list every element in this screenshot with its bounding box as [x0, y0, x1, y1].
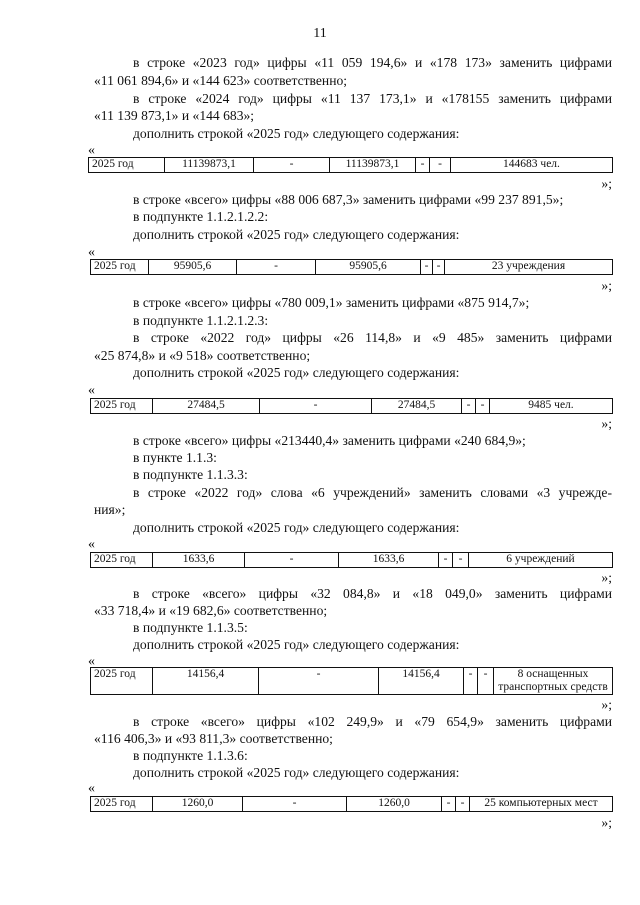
open-quote: «	[88, 383, 95, 398]
paragraph-line: в подпункте 1.1.2.1.2.3:	[133, 313, 269, 328]
paragraph-line: в пункте 1.1.3:	[133, 450, 217, 465]
paragraph-line: дополнить строкой «2025 год» следующего содержания:	[133, 126, 460, 141]
empty-cell: -	[421, 260, 433, 275]
total-cell: 95905,6	[149, 260, 237, 275]
paragraph-line: дополнить строкой «2025 год» следующего содержания:	[133, 227, 460, 242]
open-quote: «	[88, 537, 95, 552]
paragraph-line: в подпункте 1.1.2.1.2.2:	[133, 209, 269, 224]
insert-table-row	[88, 157, 613, 173]
close-quote: »;	[601, 176, 612, 191]
insert-table-row	[90, 259, 613, 275]
total-cell: 1260,0	[153, 797, 243, 812]
insert-table-row	[90, 398, 613, 414]
empty-cell: -	[464, 668, 478, 695]
close-quote: »;	[601, 278, 612, 293]
year-cell: 2025 год	[91, 260, 149, 275]
amount-cell: 11139873,1	[330, 158, 416, 173]
empty-cell: -	[478, 668, 494, 695]
paragraph-line: «116 406,3» и «93 811,3» соответственно;	[94, 731, 333, 746]
result-cell: 144683 чел.	[451, 158, 613, 173]
total-cell: 11139873,1	[165, 158, 254, 173]
paragraph-line: в подпункте 1.1.3.3:	[133, 467, 248, 482]
empty-cell: -	[439, 553, 453, 568]
total-cell: 1633,6	[153, 553, 245, 568]
result-cell: 25 компьютерных мест	[470, 797, 613, 812]
paragraph-line: в строке «2024 год» цифры «11 137 173,1» и «178155 заменить цифрами	[133, 91, 612, 106]
paragraph-line: дополнить строкой «2025 год» следующего содержания:	[133, 520, 460, 535]
empty-cell: -	[245, 553, 339, 568]
year-cell: 2025 год	[91, 553, 153, 568]
paragraph-line: в строке «2022 год» слова «6 учреждений» заменить словами «3 учрежде-	[133, 485, 612, 500]
result-cell: 8 оснащенных транспортных средств	[494, 668, 613, 695]
empty-cell: -	[416, 158, 430, 173]
paragraph-line: в подпункте 1.1.3.6:	[133, 748, 248, 763]
amount-cell: 1260,0	[347, 797, 442, 812]
close-quote: »;	[601, 416, 612, 431]
paragraph-line: в строке «всего» цифры «780 009,1» заменить цифрами «875 914,7»;	[133, 295, 530, 310]
paragraph-line: «11 139 873,1» и «144 683»;	[94, 108, 255, 123]
paragraph-line: «33 718,4» и «19 682,6» соответственно;	[94, 603, 328, 618]
empty-cell: -	[243, 797, 347, 812]
page-number: 11	[313, 26, 327, 41]
result-cell: 6 учреждений	[469, 553, 613, 568]
paragraph-line: «11 061 894,6» и «144 623» соответственно;	[94, 73, 348, 88]
total-cell: 27484,5	[153, 399, 260, 414]
total-cell: 14156,4	[153, 668, 259, 695]
amount-cell: 14156,4	[379, 668, 464, 695]
empty-cell: -	[260, 399, 372, 414]
year-cell: 2025 год	[91, 668, 153, 695]
paragraph-line: в строке «2022 год» цифры «26 114,8» и «9 485» заменить цифрами	[133, 330, 612, 345]
empty-cell: -	[456, 797, 470, 812]
paragraph-line: в подпункте 1.1.3.5:	[133, 620, 248, 635]
paragraph-line: в строке «всего» цифры «213440,4» заменить цифрами «240 684,9»;	[133, 433, 526, 448]
open-quote: «	[88, 781, 95, 796]
empty-cell: -	[430, 158, 451, 173]
insert-table-row	[90, 667, 613, 695]
insert-table-row	[90, 796, 613, 812]
empty-cell: -	[237, 260, 316, 275]
close-quote: »;	[601, 815, 612, 830]
paragraph-line: в строке «всего» цифры «102 249,9» и «79 654,9» заменить цифрами	[133, 714, 612, 729]
paragraph-line: «25 874,8» и «9 518» соответственно;	[94, 348, 311, 363]
open-quote: «	[88, 245, 95, 260]
result-cell: 23 учреждения	[445, 260, 613, 275]
empty-cell: -	[433, 260, 445, 275]
paragraph-line: дополнить строкой «2025 год» следующего содержания:	[133, 365, 460, 380]
paragraph-line: ния»;	[94, 502, 126, 517]
empty-cell: -	[476, 399, 490, 414]
empty-cell: -	[453, 553, 469, 568]
empty-cell: -	[442, 797, 456, 812]
insert-table-row	[90, 552, 613, 568]
amount-cell: 1633,6	[339, 553, 439, 568]
paragraph-line: в строке «всего» цифры «88 006 687,3» заменить цифрами «99 237 891,5»;	[133, 192, 564, 207]
amount-cell: 95905,6	[316, 260, 421, 275]
close-quote: »;	[601, 697, 612, 712]
paragraph-line: в строке «2023 год» цифры «11 059 194,6» и «178 173» заменить цифрами	[133, 55, 612, 70]
paragraph-line: в строке «всего» цифры «32 084,8» и «18 049,0» заменить цифрами	[133, 586, 612, 601]
result-cell: 9485 чел.	[490, 399, 613, 414]
year-cell: 2025 год	[91, 797, 153, 812]
empty-cell: -	[254, 158, 330, 173]
empty-cell: -	[462, 399, 476, 414]
amount-cell: 27484,5	[372, 399, 462, 414]
year-cell: 2025 год	[91, 399, 153, 414]
open-quote: «	[88, 143, 95, 158]
paragraph-line: дополнить строкой «2025 год» следующего содержания:	[133, 765, 460, 780]
paragraph-line: дополнить строкой «2025 год» следующего содержания:	[133, 637, 460, 652]
empty-cell: -	[259, 668, 379, 695]
close-quote: »;	[601, 570, 612, 585]
year-cell: 2025 год	[89, 158, 165, 173]
open-quote: «	[88, 654, 95, 669]
